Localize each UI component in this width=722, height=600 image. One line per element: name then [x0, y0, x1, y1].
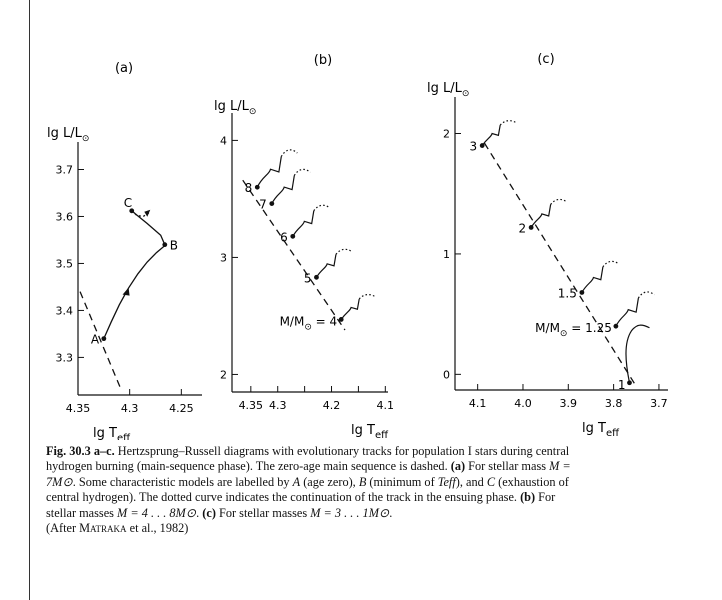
evolution-track [104, 211, 165, 339]
caption-tag-a: (a) [450, 459, 466, 474]
y-tick-label: 2 [443, 127, 450, 141]
model-label: $M/M_⊙ = 1.25$ [535, 321, 612, 340]
caption-text: For stellar masses [215, 505, 311, 520]
x-tick-label: 4.35 [238, 399, 264, 412]
y-tick-label: 3.5 [55, 257, 73, 271]
continuation-dotted [336, 249, 352, 254]
caption-text: (age zero), [300, 474, 359, 489]
model-point [613, 324, 618, 329]
y-tick-label: 3 [220, 251, 227, 265]
caption-tag-b: (b) [520, 490, 536, 505]
continuation-dotted [314, 205, 330, 211]
caption-text: For stellar mass [465, 459, 550, 474]
arrow-head [144, 210, 150, 217]
evolution-track [626, 325, 650, 383]
caption-mass-range-c: M = 3 . . . 1M⊙ [310, 505, 390, 520]
model-point [162, 242, 167, 247]
x-axis-title: $\lg T_{eff}$ [351, 423, 388, 440]
caption-text: . Some characteristic models are labelled by [72, 474, 293, 489]
evolution-track [616, 298, 639, 326]
model-label: $M/M_⊙ = 4$ [279, 314, 338, 333]
evolution-track [257, 157, 281, 188]
evolution-track [582, 267, 603, 293]
x-tick-label: 4.25 [169, 402, 194, 415]
x-tick-label: 4.1 [468, 397, 487, 410]
panel-label: (b) [313, 53, 333, 68]
continuation-dotted [500, 121, 516, 125]
x-axis-title: $\lg T_{eff}$ [582, 421, 619, 439]
evolution-track [272, 176, 295, 204]
evolution-track [316, 254, 336, 277]
x-tick-label: 4.0 [514, 397, 532, 410]
figure-caption [46, 444, 586, 536]
model-point [101, 336, 106, 341]
model-label: B [169, 238, 179, 253]
model-point [269, 201, 274, 206]
caption-teff: Teff [437, 474, 456, 489]
caption-lead: Fig. 30.3 a–c. [46, 444, 115, 458]
model-label: 7 [259, 197, 267, 212]
y-tick-label: 2 [220, 368, 227, 382]
x-tick-label: 4.1 [376, 399, 395, 412]
caption-text: (minimum of [366, 474, 438, 489]
model-label: 8 [244, 181, 253, 196]
x-tick-label: 4.3 [268, 399, 287, 412]
model-label: 1.5 [557, 286, 577, 301]
caption-text: Hertzsprung–Russell diagrams with evolutionary tracks for population I stars during central hydrogen burning (main-sequence phase). The zero-age main sequence is dashed. [46, 444, 570, 474]
arrow-head [123, 288, 130, 296]
x-tick-label: 3.7 [650, 397, 668, 410]
caption-ref: et al., 1982) [126, 521, 189, 536]
continuation-dotted [603, 261, 619, 267]
zams-dashed-line [484, 143, 636, 386]
continuation-dotted [294, 169, 310, 175]
caption-text: For stellar masses [46, 490, 556, 520]
evolution-track [341, 299, 359, 319]
model-label: A [90, 332, 100, 347]
x-tick-label: 3.9 [559, 397, 578, 410]
zams-dashed-line [80, 292, 121, 391]
model-label: 6 [280, 230, 288, 245]
y-tick-label: 3.4 [55, 304, 73, 318]
evolution-track [482, 125, 500, 145]
continuation-dotted [281, 150, 297, 157]
caption-model-b: B [358, 474, 367, 489]
chart-panel-3 [443, 52, 668, 410]
x-tick-label: 4.2 [322, 399, 341, 412]
continuation-dotted [551, 199, 567, 204]
x-axis-title: $\lg T_{eff}$ [93, 426, 130, 440]
chart-panel-1 [56, 61, 203, 415]
model-label: 3 [469, 139, 478, 154]
y-axis-title: $\lg L/L_⊙$ [214, 99, 257, 117]
model-label: 1 [617, 377, 626, 392]
panel-label: (a) [114, 61, 134, 76]
caption-text: . [196, 505, 203, 520]
model-label: C [123, 195, 133, 210]
y-axis-title: $\lg L/L_⊙$ [427, 81, 470, 99]
caption-model-a: A [292, 474, 301, 489]
model-label: 2 [518, 221, 527, 236]
panel-label: (c) [537, 52, 555, 67]
y-tick-label: 1 [443, 247, 450, 261]
y-tick-label: 3.7 [55, 163, 73, 177]
zams-dashed-line [243, 180, 345, 333]
continuation-dotted [638, 292, 654, 298]
y-tick-label: 3.3 [55, 351, 73, 365]
y-axis-title: $\lg L/L_⊙$ [47, 126, 90, 144]
caption-text: ), and [455, 474, 487, 489]
y-tick-label: 0 [443, 368, 450, 382]
y-tick-label: 4 [220, 134, 227, 148]
model-label: 5 [303, 271, 312, 286]
y-tick-label: 3.6 [55, 210, 73, 224]
caption-ref: (After [46, 521, 80, 536]
x-tick-label: 4.3 [120, 402, 139, 415]
caption-mass-7: M = 7M⊙ [46, 459, 571, 489]
evolution-track [531, 204, 551, 227]
caption-ref-author: Matraka [79, 521, 127, 536]
caption-mass-range-b: M = 4 . . . 8M⊙ [117, 505, 197, 520]
evolution-track [293, 211, 314, 237]
caption-tag-c: (c) [202, 505, 216, 520]
continuation-dotted [359, 295, 375, 299]
caption-text: (exhaustion of central hydrogen). The dotted curve indicates the continuation of the track in the ensuing phase. [46, 474, 569, 505]
x-tick-label: 4.35 [65, 402, 91, 415]
caption-text: . [389, 505, 393, 520]
x-tick-label: 3.8 [604, 397, 623, 410]
caption-model-c: C [486, 474, 496, 489]
